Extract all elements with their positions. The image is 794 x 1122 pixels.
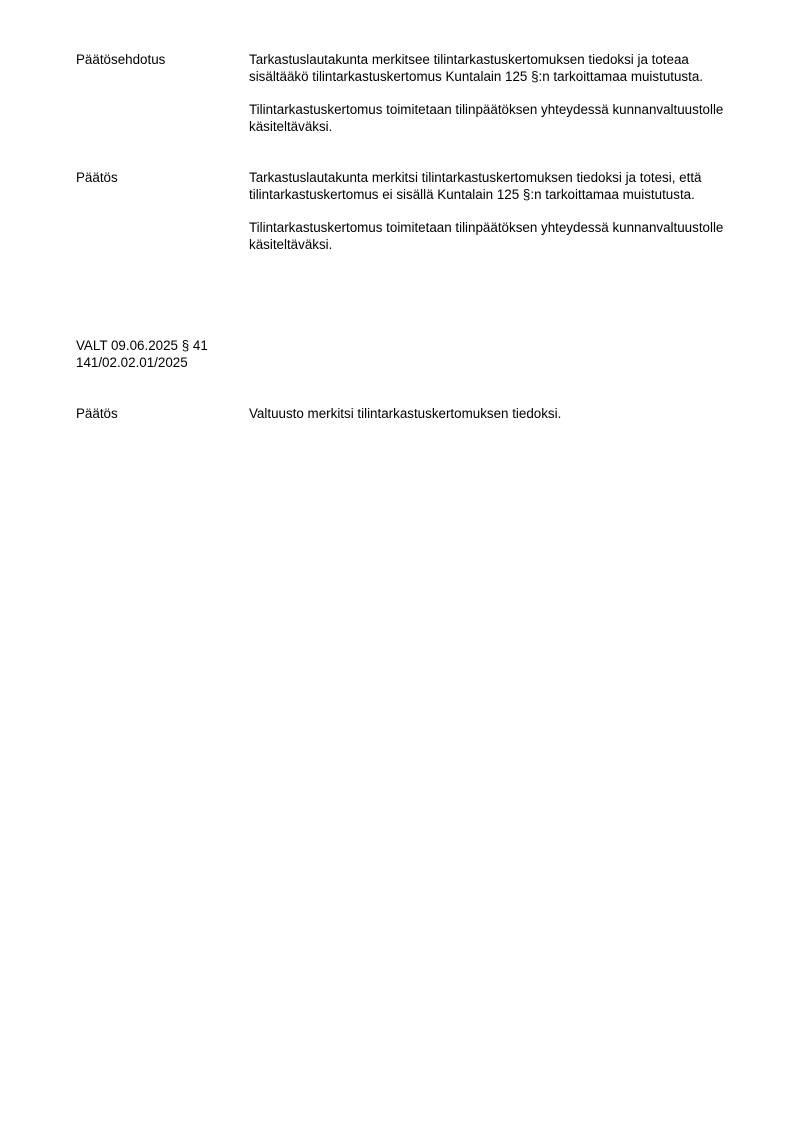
proposal-paragraph-1: Tarkastuslautakunta merkitsee tilintarkastuskertomuksen tiedoksi ja toteaa sisältääkö tilintarkastuskertomus Kuntalain 125 §:n tarkoittamaa muistutusta.	[249, 52, 704, 84]
council-meeting-line: VALT 09.06.2025 § 41	[76, 338, 208, 353]
council-meeting-reference	[76, 337, 376, 371]
decision-paragraph-2: Tilintarkastuskertomus toimitetaan tilinpäätöksen yhteydessä kunnanvaltuustolle käsiteltäväksi.	[249, 220, 724, 252]
council-decision-text	[249, 405, 744, 422]
proposal-label: Päätösehdotus	[76, 52, 166, 67]
council-decision-paragraph: Valtuusto merkitsi tilintarkastuskertomuksen tiedoksi.	[249, 406, 562, 421]
council-record-number: 141/02.02.01/2025	[76, 355, 188, 370]
proposal-paragraph-2: Tilintarkastuskertomus toimitetaan tilinpäätöksen yhteydessä kunnanvaltuustolle käsiteltäväksi.	[249, 102, 724, 134]
council-decision-label: Päätös	[76, 406, 118, 421]
decision-paragraph-1: Tarkastuslautakunta merkitsi tilintarkastuskertomuksen tiedoksi ja totesi, että tilintarkastuskertomus ei sisällä Kuntalain 125 §:n tarkoittamaa muistutusta.	[249, 170, 702, 202]
decision-label: Päätös	[76, 170, 118, 185]
decision-text	[249, 169, 744, 253]
proposal-text	[249, 51, 744, 135]
